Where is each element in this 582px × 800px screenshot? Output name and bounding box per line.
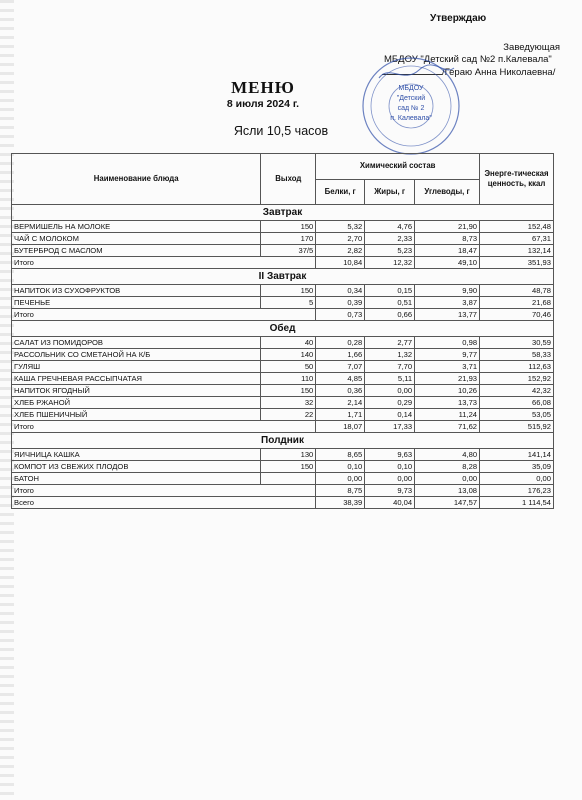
dish-carbs: 3,71 xyxy=(415,361,480,373)
dish-kcal: 66,08 xyxy=(480,397,554,409)
dish-protein: 0,34 xyxy=(316,285,365,297)
dish-protein: 0,28 xyxy=(316,337,365,349)
table-row xyxy=(12,285,554,297)
dish-output: 22 xyxy=(261,409,316,421)
dish-carbs: 0,98 xyxy=(415,337,480,349)
subtotal-fat: 12,32 xyxy=(365,257,415,269)
dish-name: РАССОЛЬНИК СО СМЕТАНОЙ НА К/Б xyxy=(12,349,261,361)
header-dish-name: Наименование блюда xyxy=(12,154,261,205)
dish-fat: 5,23 xyxy=(365,245,415,257)
dish-name: НАПИТОК ЯГОДНЫЙ xyxy=(12,385,261,397)
subtotal-label: Итого xyxy=(12,421,316,433)
grand-total-kcal: 1 114,54 xyxy=(480,497,554,509)
dish-name: ПЕЧЕНЬЕ xyxy=(12,297,261,309)
dish-kcal: 0,00 xyxy=(480,473,554,485)
dish-carbs: 0,00 xyxy=(415,473,480,485)
dish-carbs: 13,73 xyxy=(415,397,480,409)
dish-output: 50 xyxy=(261,361,316,373)
grand-total-row xyxy=(12,497,554,509)
dish-output: 140 xyxy=(261,349,316,361)
dish-output: 32 xyxy=(261,397,316,409)
stamp-line: "Детский xyxy=(396,95,426,102)
table-row xyxy=(12,409,554,421)
dish-kcal: 132,14 xyxy=(480,245,554,257)
dish-fat: 0,00 xyxy=(365,385,415,397)
dish-output: 150 xyxy=(261,385,316,397)
table-row xyxy=(12,461,554,473)
dish-output: 150 xyxy=(261,285,316,297)
subtotal-kcal: 176,23 xyxy=(480,485,554,497)
dish-fat: 7,70 xyxy=(365,361,415,373)
menu-date: 8 июля 2024 г. xyxy=(226,98,300,110)
dish-carbs: 10,26 xyxy=(415,385,480,397)
dish-carbs: 3,87 xyxy=(415,297,480,309)
dish-name: ВЕРМИШЕЛЬ НА МОЛОКЕ xyxy=(12,221,261,233)
grand-total-label: Всего xyxy=(12,497,316,509)
subtotal-fat: 9,73 xyxy=(365,485,415,497)
header-output: Выход xyxy=(261,154,316,205)
dish-carbs: 18,47 xyxy=(415,245,480,257)
subtotal-protein: 8,75 xyxy=(316,485,365,497)
dish-name: ХЛЕБ РЖАНОЙ xyxy=(12,397,261,409)
dish-name: КАША ГРЕЧНЕВАЯ РАССЫПЧАТАЯ xyxy=(12,373,261,385)
dish-name: САЛАТ ИЗ ПОМИДОРОВ xyxy=(12,337,261,349)
dish-carbs: 4,80 xyxy=(415,449,480,461)
section-title: Полдник xyxy=(12,433,554,449)
dish-protein: 0,00 xyxy=(316,473,365,485)
dish-name: БАТОН xyxy=(12,473,261,485)
menu-table-body xyxy=(12,205,554,509)
table-row xyxy=(12,297,554,309)
subtotal-row xyxy=(12,309,554,321)
dish-kcal: 42,32 xyxy=(480,385,554,397)
dish-name: КОМПОТ ИЗ СВЕЖИХ ПЛОДОВ xyxy=(12,461,261,473)
table-row xyxy=(12,245,554,257)
dish-carbs: 21,93 xyxy=(415,373,480,385)
organization-name: МБДОУ "Детский сад №2 п.Калевала" xyxy=(384,54,552,65)
dish-fat: 0,15 xyxy=(365,285,415,297)
subtotal-row xyxy=(12,421,554,433)
subtotal-row xyxy=(12,485,554,497)
dish-protein: 4,85 xyxy=(316,373,365,385)
subtotal-carbs: 13,08 xyxy=(415,485,480,497)
dish-name: БУТЕРБРОД С МАСЛОМ xyxy=(12,245,261,257)
dish-fat: 9,63 xyxy=(365,449,415,461)
dish-name: ЯИЧНИЦА КАШКА xyxy=(12,449,261,461)
section-row xyxy=(12,269,554,285)
dish-protein: 1,66 xyxy=(316,349,365,361)
menu-table xyxy=(11,153,554,509)
dish-kcal: 30,59 xyxy=(480,337,554,349)
dish-name: ХЛЕБ ПШЕНИЧНЫЙ xyxy=(12,409,261,421)
section-title: Завтрак xyxy=(12,205,554,221)
grand-total-fat: 40,04 xyxy=(365,497,415,509)
section-row xyxy=(12,433,554,449)
dish-kcal: 112,63 xyxy=(480,361,554,373)
dish-name: ГУЛЯШ xyxy=(12,361,261,373)
subtotal-kcal: 351,93 xyxy=(480,257,554,269)
subtotal-label: Итого xyxy=(12,485,316,497)
dish-kcal: 152,92 xyxy=(480,373,554,385)
subtotal-label: Итого xyxy=(12,257,316,269)
dish-output: 5 xyxy=(261,297,316,309)
subtotal-carbs: 13,77 xyxy=(415,309,480,321)
dish-fat: 0,00 xyxy=(365,473,415,485)
dish-fat: 0,10 xyxy=(365,461,415,473)
dish-kcal: 48,78 xyxy=(480,285,554,297)
table-row xyxy=(12,337,554,349)
header-fat: Жиры, г xyxy=(365,179,415,205)
dish-output: 110 xyxy=(261,373,316,385)
stamp-line: сад № 2 xyxy=(397,105,425,112)
dish-kcal: 152,48 xyxy=(480,221,554,233)
table-row xyxy=(12,449,554,461)
table-row xyxy=(12,221,554,233)
dish-kcal: 53,05 xyxy=(480,409,554,421)
subtotal-kcal: 70,46 xyxy=(480,309,554,321)
dish-output: 130 xyxy=(261,449,316,461)
stamp-line: МБДОУ xyxy=(398,85,424,92)
table-row xyxy=(12,385,554,397)
dish-protein: 0,39 xyxy=(316,297,365,309)
dish-carbs: 9,77 xyxy=(415,349,480,361)
dish-protein: 0,36 xyxy=(316,385,365,397)
stamp-line: п. Калевала" xyxy=(390,115,432,122)
dish-kcal: 67,31 xyxy=(480,233,554,245)
dish-name: НАПИТОК ИЗ СУХОФРУКТОВ xyxy=(12,285,261,297)
dish-protein: 5,32 xyxy=(316,221,365,233)
signer-name: /Гераю Анна Николаевна/ xyxy=(442,67,556,78)
group-name: Ясли 10,5 часов xyxy=(233,124,329,138)
section-title: II Завтрак xyxy=(12,269,554,285)
dish-fat: 2,33 xyxy=(365,233,415,245)
table-row xyxy=(12,473,554,485)
dish-protein: 1,71 xyxy=(316,409,365,421)
dish-output: 37/5 xyxy=(261,245,316,257)
dish-protein: 8,65 xyxy=(316,449,365,461)
dish-protein: 2,14 xyxy=(316,397,365,409)
subtotal-fat: 17,33 xyxy=(365,421,415,433)
table-row xyxy=(12,361,554,373)
dish-output: 150 xyxy=(261,461,316,473)
header-chemical-composition: Химический состав xyxy=(316,154,480,180)
header-energy: Энерге-тическая ценность, ккал xyxy=(480,154,554,205)
dish-protein: 2,82 xyxy=(316,245,365,257)
dish-carbs: 8,28 xyxy=(415,461,480,473)
subtotal-carbs: 71,62 xyxy=(415,421,480,433)
header-protein: Белки, г xyxy=(316,179,365,205)
dish-protein: 2,70 xyxy=(316,233,365,245)
subtotal-carbs: 49,10 xyxy=(415,257,480,269)
dish-carbs: 8,73 xyxy=(415,233,480,245)
section-row xyxy=(12,321,554,337)
dish-fat: 2,77 xyxy=(365,337,415,349)
head-position: Заведующая xyxy=(503,42,560,53)
dish-output: 170 xyxy=(261,233,316,245)
section-row xyxy=(12,205,554,221)
subtotal-kcal: 515,92 xyxy=(480,421,554,433)
dish-kcal: 35,09 xyxy=(480,461,554,473)
dish-protein: 0,10 xyxy=(316,461,365,473)
dish-output: 150 xyxy=(261,221,316,233)
dish-carbs: 21,90 xyxy=(415,221,480,233)
dish-fat: 1,32 xyxy=(365,349,415,361)
dish-carbs: 11,24 xyxy=(415,409,480,421)
dish-kcal: 21,68 xyxy=(480,297,554,309)
dish-output: 40 xyxy=(261,337,316,349)
dish-fat: 4,76 xyxy=(365,221,415,233)
dish-fat: 5,11 xyxy=(365,373,415,385)
dish-fat: 0,14 xyxy=(365,409,415,421)
grand-total-carbs: 147,57 xyxy=(415,497,480,509)
approval-label: Утверждаю xyxy=(430,13,487,24)
dish-name: ЧАЙ С МОЛОКОМ xyxy=(12,233,261,245)
page-title: МЕНЮ xyxy=(231,78,295,97)
dish-carbs: 9,90 xyxy=(415,285,480,297)
table-row xyxy=(12,233,554,245)
grand-total-protein: 38,39 xyxy=(316,497,365,509)
subtotal-protein: 18,07 xyxy=(316,421,365,433)
subtotal-label: Итого xyxy=(12,309,316,321)
table-row xyxy=(12,397,554,409)
subtotal-row xyxy=(12,257,554,269)
subtotal-protein: 10,84 xyxy=(316,257,365,269)
dish-kcal: 58,33 xyxy=(480,349,554,361)
dish-fat: 0,29 xyxy=(365,397,415,409)
section-title: Обед xyxy=(12,321,554,337)
dish-kcal: 141,14 xyxy=(480,449,554,461)
header-carbs: Углеводы, г xyxy=(415,179,480,205)
dish-fat: 0,51 xyxy=(365,297,415,309)
subtotal-protein: 0,73 xyxy=(316,309,365,321)
dish-protein: 7,07 xyxy=(316,361,365,373)
table-row xyxy=(12,349,554,361)
dish-output xyxy=(261,473,316,485)
table-row xyxy=(12,373,554,385)
subtotal-fat: 0,66 xyxy=(365,309,415,321)
